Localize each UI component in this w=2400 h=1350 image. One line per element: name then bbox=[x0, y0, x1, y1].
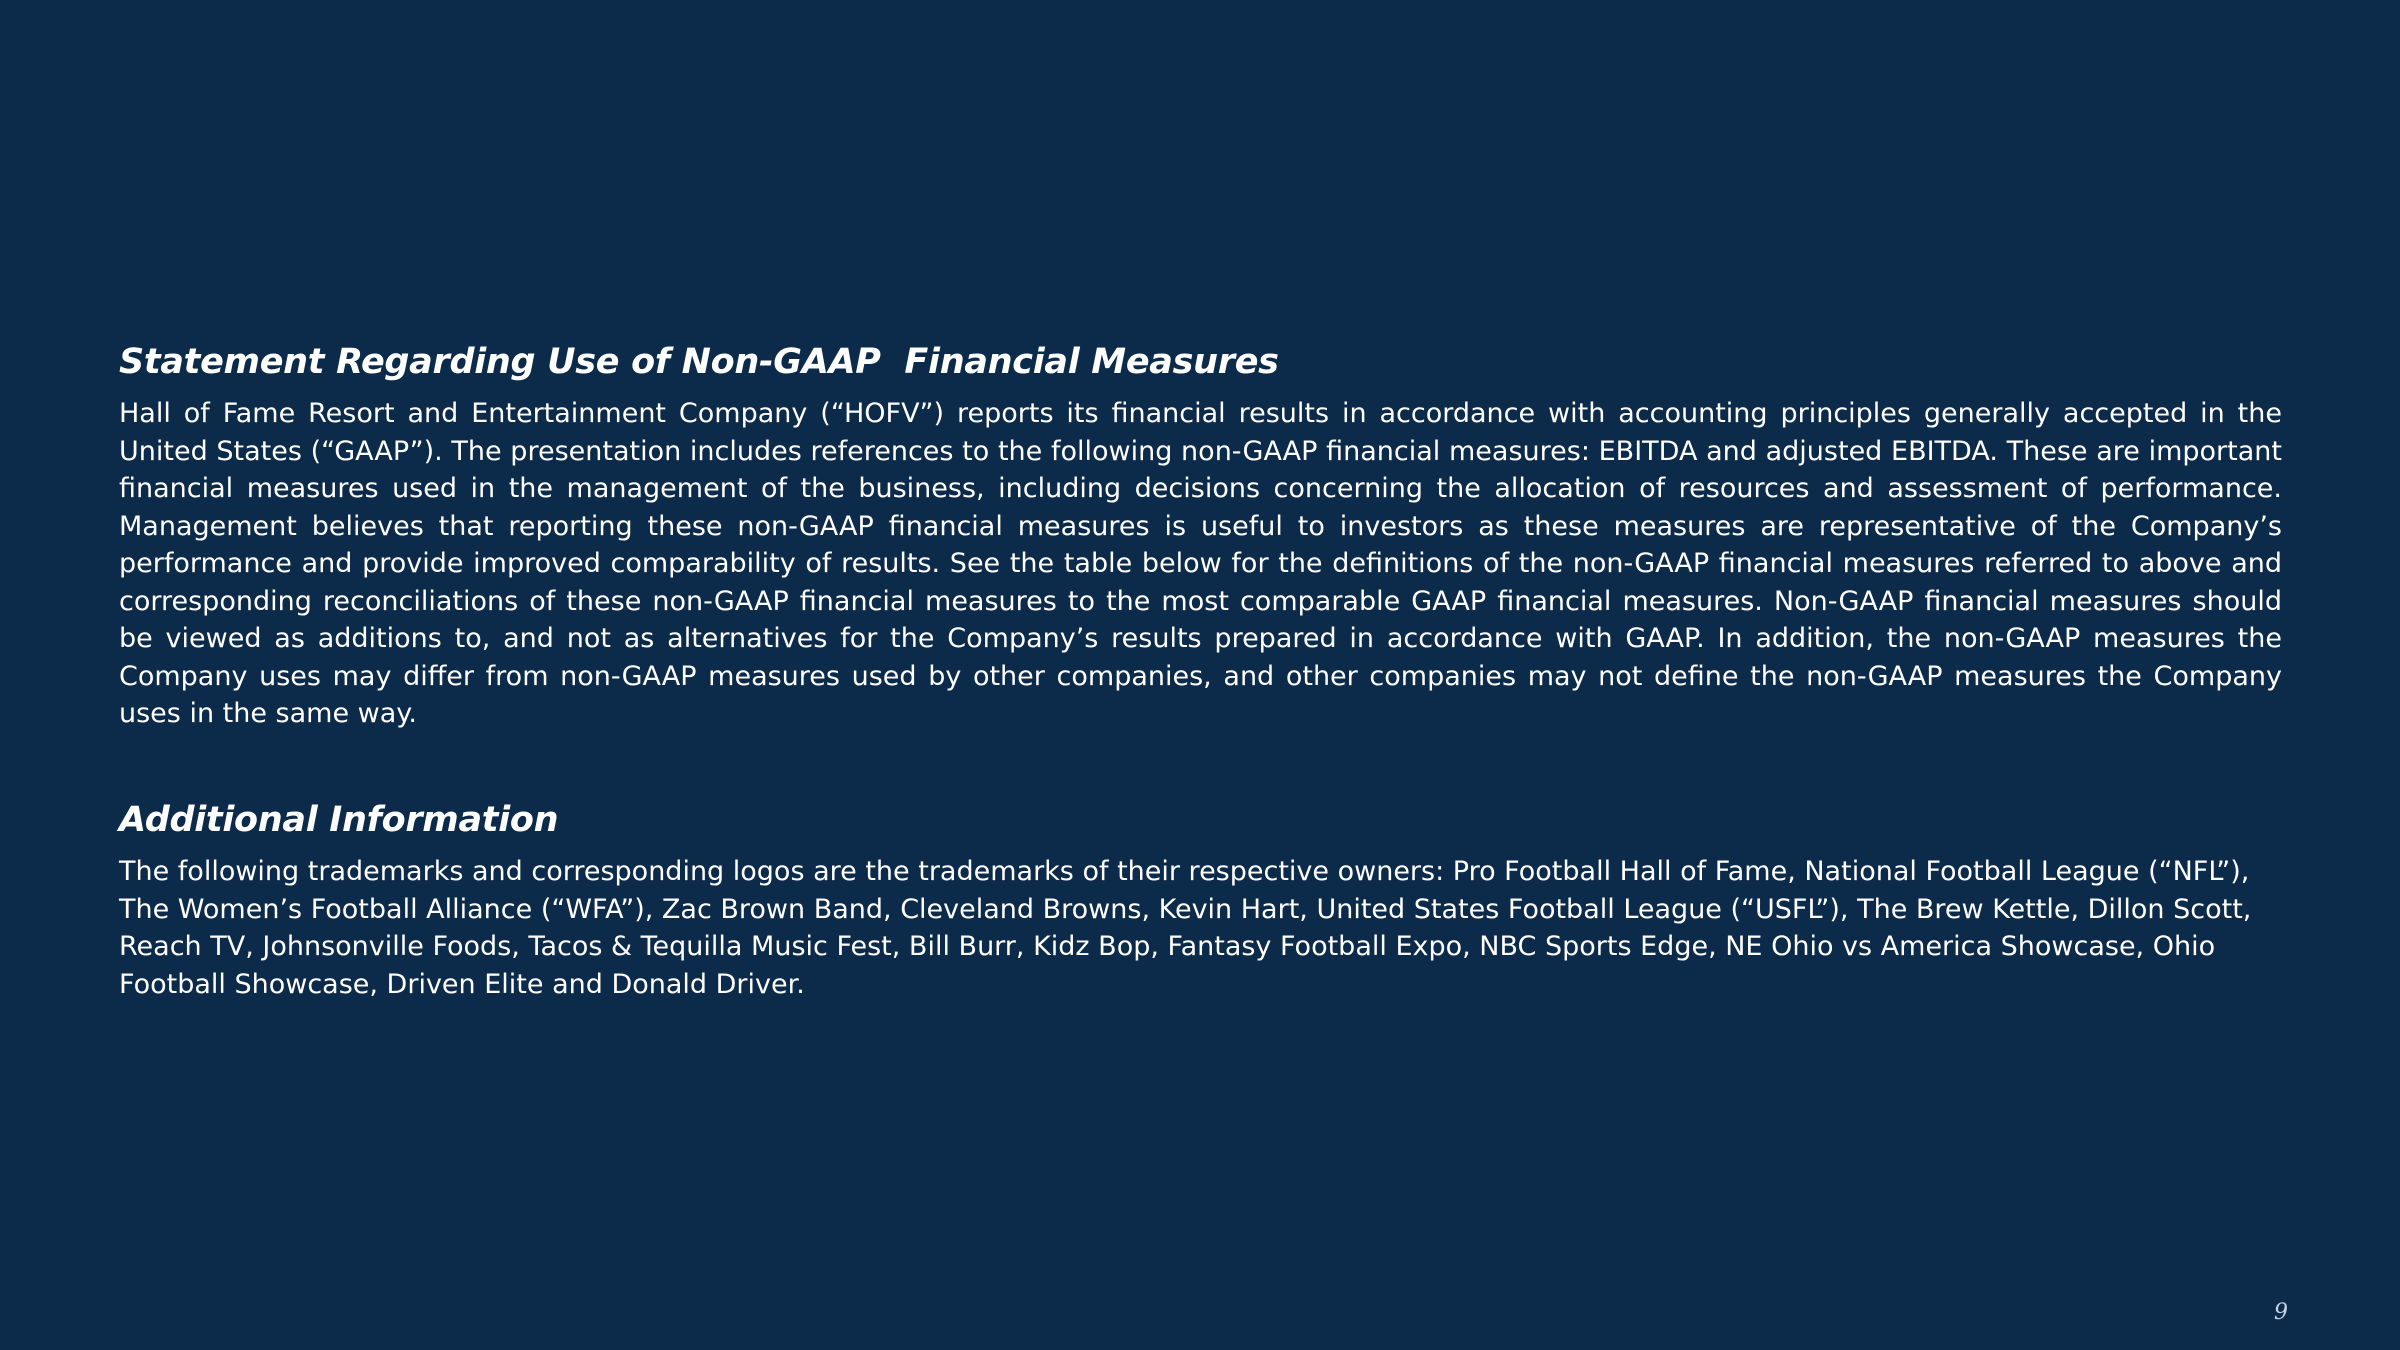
non-gaap-heading: Statement Regarding Use of Non-GAAP Financial Measures bbox=[119, 342, 1279, 382]
page-number: 9 bbox=[2274, 1300, 2288, 1325]
non-gaap-section bbox=[119, 340, 2282, 733]
additional-information-body: The following trademarks and corresponding logos are the trademarks of their respective owners: Pro Football Hall of Fame, National Football League (“NFL”), The Women’s Football Alliance (“WFA”), Zac Brown Band, Cleveland Browns, Kevin Hart, United States Football League (“USFL”), The Brew Kettle, Dillon Scott, Reach TV, Johnsonville Foods, Tacos & Tequilla Music Fest, Bill Burr, Kidz Bop, Fantasy Football Expo, NBC Sports Edge, NE Ohio vs America Showcase, Ohio Football Showcase, Driven Elite and Donald Driver. bbox=[119, 856, 2252, 1000]
additional-information-heading: Additional Information bbox=[119, 800, 559, 840]
additional-information-section bbox=[119, 798, 2282, 1003]
non-gaap-body: Hall of Fame Resort and Entertainment Company (“HOFV”) reports its financial results in accordance with accounting principles generally accepted in the United States (“GAAP”). The presentation includes references to the following non-GAAP financial measures: EBITDA and adjusted EBITDA. These are important financial measures used in the management of the business, including decisions concerning the allocation of resources and assessment of performance. Management believes that reporting these non-GAAP financial measures is useful to investors as these measures are representative of the Company’s performance and provide improved comparability of results. See the table below for the definitions of the non-GAAP financial measures referred to above and corresponding reconciliations of these non-GAAP financial measures to the most comparable GAAP financial measures. Non-GAAP financial measures should be viewed as additions to, and not as alternatives for the Company’s results prepared in accordance with GAAP. In addition, the non-GAAP measures the Company uses may differ from non-GAAP measures used by other companies, and other companies may not define the non-GAAP measures the Company uses in the same way. bbox=[119, 398, 2282, 729]
